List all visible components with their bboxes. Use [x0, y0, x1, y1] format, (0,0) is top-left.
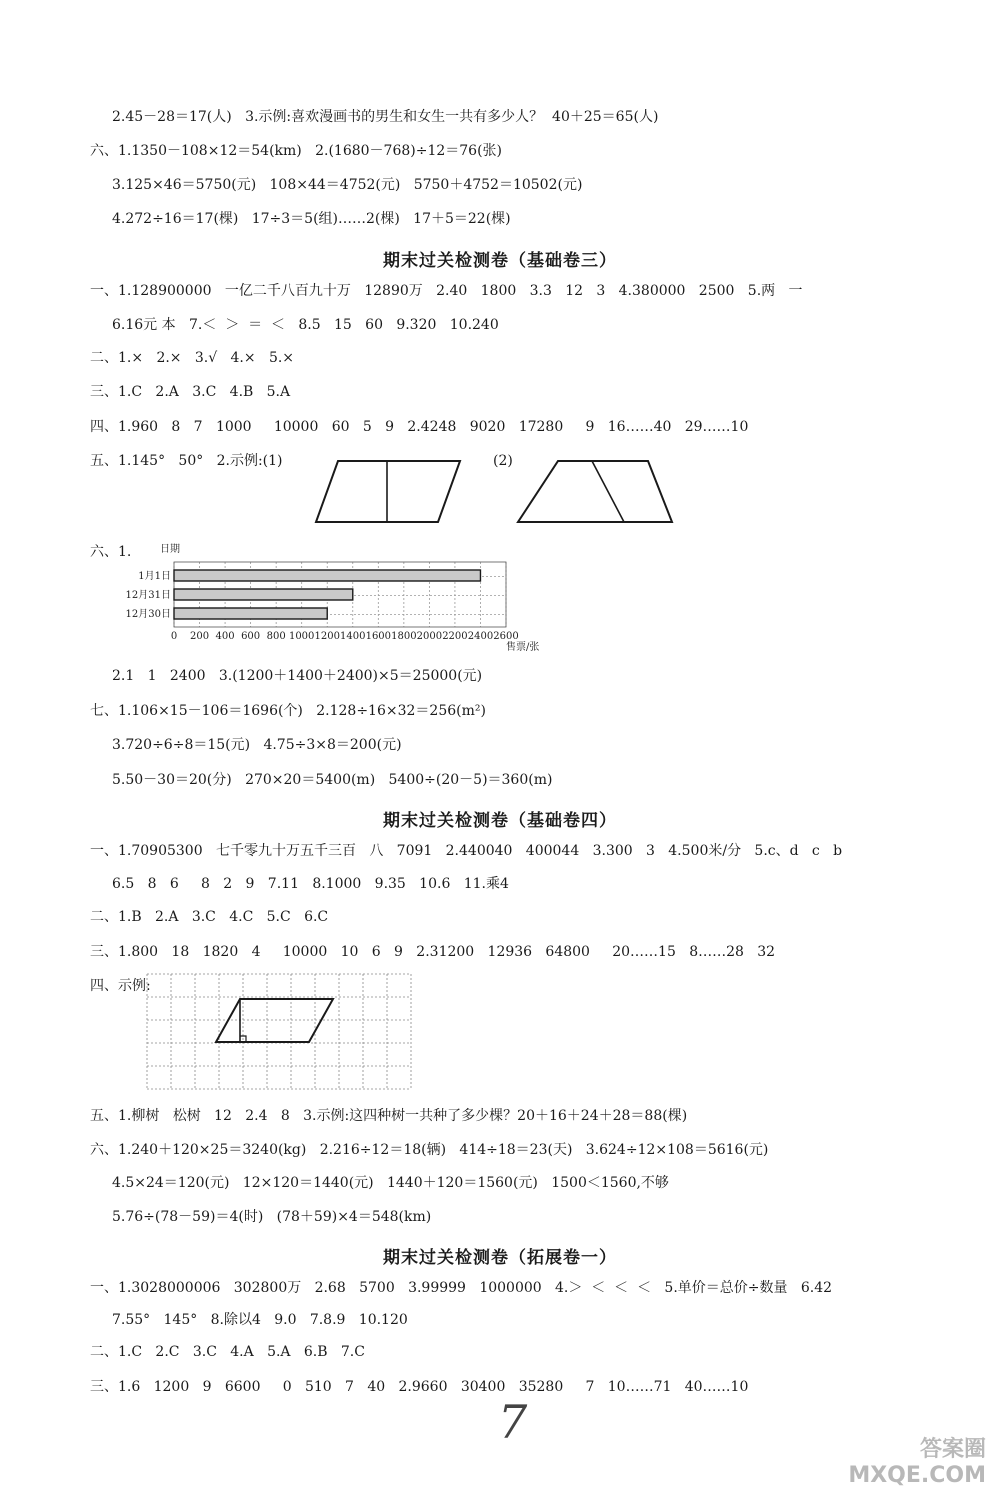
chart-bar — [174, 570, 480, 581]
answer-line: (2) — [493, 453, 513, 469]
answer-line: 2.45－28＝17(人) 3.示例:喜欢漫画书的男生和女生一共有多少人？ 40＋25＝65(人) — [112, 109, 659, 125]
answer-line: 六、1.240＋120×25＝3240(kg) 2.216÷12＝18(辆) 414÷18＝23(天) 3.624÷12×108＝5616(元) — [90, 1142, 769, 1158]
chart-xtick: 600 — [241, 631, 261, 642]
answer-line: 二、1.C 2.C 3.C 4.A 5.A 6.B 7.C — [90, 1344, 365, 1360]
chart-xtick: 1400 — [340, 631, 366, 642]
chart-xtick: 2000 — [416, 631, 443, 642]
watermark-url: MXQE.COM — [848, 1463, 986, 1488]
answer-line: 七、1.106×15－106＝1696(个) 2.128÷16×32＝256(m²) — [90, 703, 486, 719]
answer-line: 4.272÷16＝17(棵) 17÷3＝5(组)……2(棵) 17＋5＝22(棵) — [112, 211, 511, 227]
chart-category-label: 1月1日 — [138, 571, 171, 582]
chart-xtick: 2600 — [493, 631, 519, 642]
answer-line: 一、1.3028000006 302800万 2.68 5700 3.99999 1000000 4.＞ ＜ ＜ ＜ 5.单价＝总价÷数量 6.42 — [90, 1280, 833, 1296]
answer-line: 六、1.1350－108×12＝54(km) 2.(1680－768)÷12＝76(张) — [90, 143, 503, 159]
chart-xtick: 1600 — [365, 631, 392, 642]
answer-line: 三、1.800 18 1820 4 10000 10 6 9 2.31200 12936 64800 20……15 8……28 32 — [90, 944, 776, 960]
answer-line: 6.5 8 6 8 2 9 7.11 8.1000 9.35 10.6 11.乘4 — [112, 876, 509, 892]
ticket-bar-chart — [108, 540, 578, 660]
chart-xtick: 1000 — [288, 631, 315, 642]
answer-line: 三、1.C 2.A 3.C 4.B 5.A — [90, 384, 291, 400]
section-heading: 期末过关检测卷（基础卷三） — [383, 251, 617, 271]
answer-line: 3.720÷6÷8＝15(元) 4.75÷3×8＝200(元) — [112, 737, 402, 753]
watermark — [848, 1437, 986, 1489]
answer-line: 三、1.6 1200 9 6600 0 510 7 40 2.9660 30400 35280 7 10……71 40……10 — [90, 1379, 749, 1395]
answer-line: 一、1.70905300 七千零九十万五千三百 八 7091 2.440040 400044 3.300 3 4.500米/分 5.c、d c b — [90, 843, 843, 859]
chart-category-label: 12月30日 — [125, 609, 171, 620]
grid-parallelogram-figure — [145, 972, 417, 1090]
answer-line: 2.1 1 2400 3.(1200＋1400＋2400)×5＝25000(元) — [112, 668, 483, 684]
answer-line: 四、1.960 8 7 1000 10000 60 5 9 2.4248 9020 17280 9 16……40 29……10 — [90, 419, 749, 435]
watermark-title: 答案圈 — [919, 1437, 986, 1462]
chart-category-label: 12月31日 — [125, 590, 171, 601]
page-number: 7 — [498, 1395, 528, 1449]
answer-line: 六、1. — [90, 544, 132, 560]
section-heading: 期末过关检测卷（基础卷四） — [383, 811, 617, 831]
chart-xtick: 2200 — [442, 631, 468, 642]
answer-line: 五、1.145° 50° 2.示例:(1) — [90, 453, 283, 469]
section-heading: 期末过关检测卷（拓展卷一） — [383, 1248, 617, 1268]
parallelogram-figure-1 — [310, 455, 470, 530]
answer-line: 五、1.柳树 松树 12 2.4 8 3.示例:这四种树一共种了多少棵？20＋16＋24＋28＝88(棵) — [90, 1108, 688, 1124]
answer-line: 7.55° 145° 8.除以4 9.0 7.8.9 10.120 — [112, 1312, 408, 1328]
answer-line: 6.16元 本 7.＜ ＞ ＝ ＜ 8.5 15 60 9.320 10.240 — [112, 317, 499, 333]
answer-line: 5.50－30＝20(分) 270×20＝5400(m) 5400÷(20－5)＝360(m) — [112, 772, 553, 788]
chart-xtick: 200 — [189, 631, 210, 642]
chart-bar — [174, 589, 353, 600]
chart-ylabel: 日期 — [160, 544, 180, 555]
answer-line: 3.125×46＝5750(元) 108×44＝4752(元) 5750＋4752＝10502(元) — [112, 177, 583, 193]
chart-xlabel: 售票/张 — [506, 642, 540, 653]
answer-line: 四、示例: — [90, 978, 151, 994]
chart-xtick: 2400 — [467, 631, 494, 642]
chart-xtick: 800 — [266, 631, 286, 642]
chart-xtick: 1200 — [314, 631, 340, 642]
answer-line: 二、1.× 2.× 3.√ 4.× 5.× — [90, 350, 295, 366]
answer-line: 4.5×24＝120(元) 12×120＝1440(元) 1440＋120＝1560(元) 1500＜1560,不够 — [112, 1175, 669, 1191]
chart-xtick: 400 — [215, 631, 235, 642]
answer-line: 二、1.B 2.A 3.C 4.C 5.C 6.C — [90, 909, 329, 925]
chart-xtick: 0 — [170, 631, 178, 642]
chart-xtick: 1800 — [391, 631, 417, 642]
trapezoid-figure-2 — [512, 455, 682, 530]
chart-bar — [174, 608, 327, 619]
answer-line: 一、1.128900000 一亿二千八百九十万 12890万 2.40 1800 3.3 12 3 4.380000 2500 5.两 一 — [90, 283, 803, 299]
answer-line: 5.76÷(78－59)＝4(时) (78＋59)×4＝548(km) — [112, 1209, 432, 1225]
